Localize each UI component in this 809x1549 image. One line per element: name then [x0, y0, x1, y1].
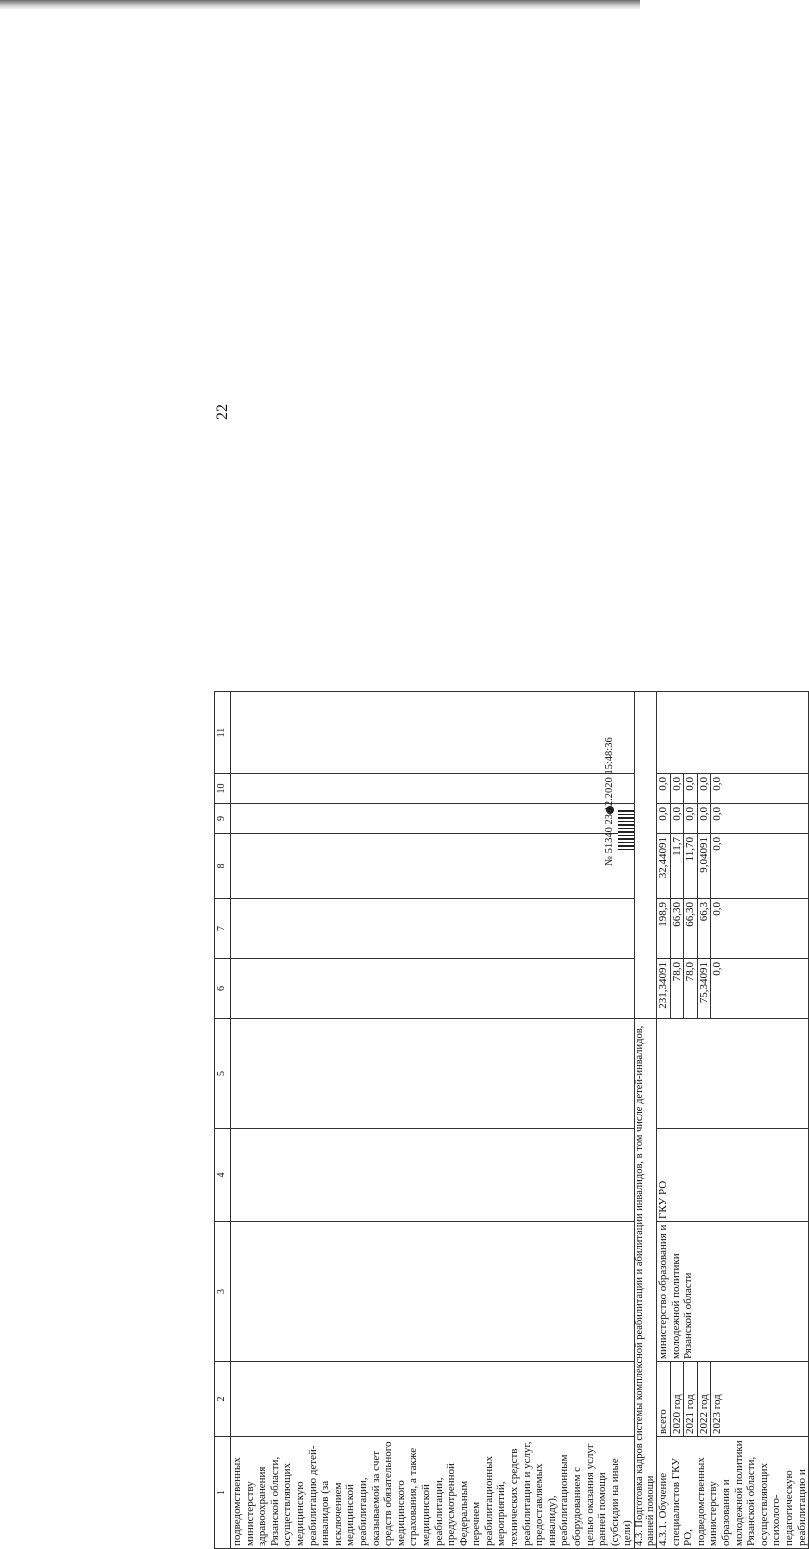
section-row — [635, 692, 657, 1549]
year-cell: 2020 год — [671, 1362, 685, 1436]
executor: министерство образования и молодежной политики Рязанской области — [657, 1222, 809, 1362]
value-cell: 75,34091 — [698, 959, 712, 1018]
value-cell: 0,0 — [711, 837, 723, 851]
col-header: 3 — [215, 1222, 231, 1362]
value-cell: 32,44091 — [657, 834, 671, 898]
col-header: 4 — [215, 1129, 231, 1222]
col-header: 6 — [215, 959, 231, 1019]
value-cell: 231,34091 — [657, 959, 671, 1018]
item-row — [657, 692, 809, 1549]
col6-values — [657, 959, 809, 1019]
col-header: 9 — [215, 804, 231, 834]
value-cell: 66,3 — [698, 899, 712, 958]
col-header: 10 — [215, 774, 231, 804]
value-cell: 0,0 — [684, 774, 698, 803]
col-header: 7 — [215, 899, 231, 959]
value-cell: 0,0 — [698, 774, 712, 803]
col-header: 1 — [215, 1437, 231, 1549]
column-number-row — [215, 692, 231, 1549]
participant: ГКУ РО — [657, 1129, 809, 1222]
value-cell: 11,70 — [684, 834, 698, 898]
value-cell: 0,0 — [711, 807, 723, 821]
value-cell: 11,7 — [671, 834, 685, 898]
scan-edge — [0, 0, 640, 10]
col-header: 2 — [215, 1362, 231, 1437]
col-header: 11 — [215, 692, 231, 774]
item-title: 4.3.1. Обучение специалистов ГКУ РО, подведомственных министерству образования и молодежной политики Рязанской области, осуществляющих психолого-педагогическую реабилитацию и — [657, 1437, 809, 1549]
value-cell: 0,0 — [684, 804, 698, 833]
col10-values — [657, 774, 809, 804]
value-cell: 66,30 — [671, 899, 685, 958]
year-cell: всего — [657, 1362, 671, 1436]
col-header: 8 — [215, 834, 231, 899]
year-cell: 2021 год — [684, 1362, 698, 1436]
col9-values — [657, 804, 809, 834]
value-cell: 0,0 — [711, 777, 723, 791]
value-cell: 0,0 — [711, 962, 723, 976]
value-cell: 0,0 — [711, 902, 723, 916]
barcode-icon — [618, 810, 634, 850]
document-footer: № 51340 23.12.2020 15:48:36 — [604, 737, 615, 866]
page-number: 22 — [214, 404, 231, 420]
col-header: 5 — [215, 1019, 231, 1129]
value-cell: 0,0 — [657, 804, 671, 833]
value-cell: 78,0 — [684, 959, 698, 1018]
continued-description: подведомственных министерству здравоохранения Рязанской области, осуществляющих медицинскую реабилитацию детей-инвалидов (за исключением медицинской реабилитации, оказываемой за счет средств обязательного медицинского страхования, а также медицинской реабилитации, предусмотренной Федеральным перечнем реабилитационных мероприятий, технических средств реабилитации и услуг, предоставляемых инвалиду), реабилитационным оборудованием с целью оказания услуг ранней помощи (субсидии на иные цели) — [231, 1437, 635, 1549]
continued-row — [231, 692, 635, 1549]
value-cell: 198,9 — [657, 899, 671, 958]
col8-values — [657, 834, 809, 899]
program-table — [214, 691, 809, 1549]
value-cell: 78,0 — [671, 959, 685, 1018]
value-cell: 0,0 — [671, 774, 685, 803]
value-cell: 9,04091 — [698, 834, 712, 898]
section-heading: 4.3. Подготовка кадров системы комплексной реабилитации и абилитации инвалидов, в том числе детей-инвалидов, ранней помощи — [635, 1019, 657, 1549]
col7-values — [657, 899, 809, 959]
year-cell: 2022 год — [698, 1362, 712, 1436]
rotated-table-page — [214, 692, 808, 1549]
value-cell: 0,0 — [698, 804, 712, 833]
value-cell: 66,30 — [684, 899, 698, 958]
value-cell: 0,0 — [671, 804, 685, 833]
value-cell: 0,0 — [657, 774, 671, 803]
year-list — [657, 1362, 809, 1437]
year-cell: 2023 год — [711, 1394, 723, 1434]
